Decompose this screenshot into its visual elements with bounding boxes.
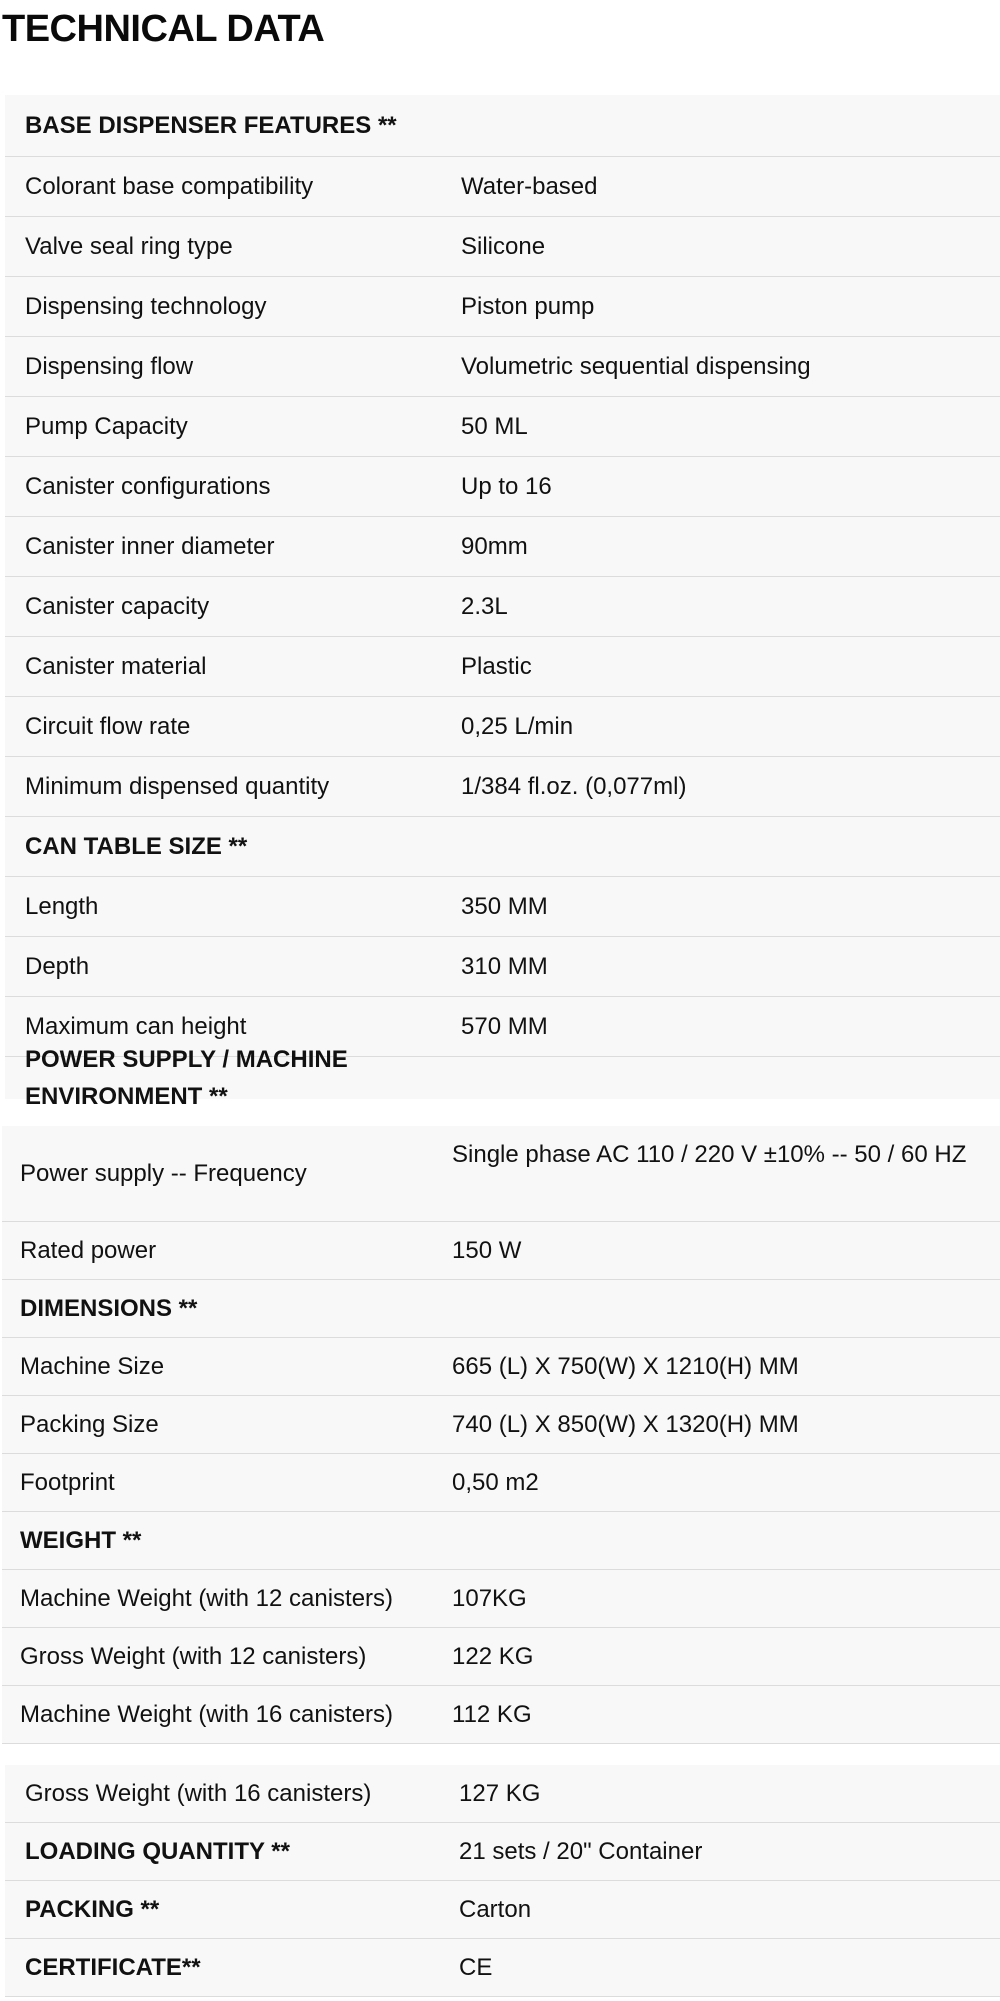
spec-label: Machine Weight (with 16 canisters) xyxy=(20,1701,394,1728)
spec-value: Silicone xyxy=(461,233,546,260)
spec-row xyxy=(5,217,1000,277)
spec-value: 0,50 m2 xyxy=(452,1469,539,1496)
spec-value: 150 W xyxy=(452,1237,522,1264)
spec-value: 50 ML xyxy=(461,413,528,440)
spec-row xyxy=(5,517,1000,577)
section-header-row xyxy=(5,1046,1000,1110)
spec-row xyxy=(2,1126,1000,1222)
spec-value: 1/384 fl.oz. (0,077ml) xyxy=(461,773,687,800)
spec-label: Minimum dispensed quantity xyxy=(25,773,330,800)
spec-label: Length xyxy=(25,893,99,920)
spec-row xyxy=(5,757,1000,817)
spec-value: 90mm xyxy=(461,533,528,560)
spec-label: Packing Size xyxy=(20,1411,159,1438)
spec-value: Volumetric sequential dispensing xyxy=(461,353,811,380)
spec-label: Valve seal ring type xyxy=(25,233,233,260)
spec-value: 127 KG xyxy=(459,1780,541,1807)
section-title: BASE DISPENSER FEATURES ** xyxy=(25,112,397,139)
spec-label: Canister capacity xyxy=(25,593,210,620)
section-header-row xyxy=(5,1881,1000,1939)
spec-label: Depth xyxy=(25,953,90,980)
spec-row xyxy=(5,337,1000,397)
spec-label: Rated power xyxy=(20,1237,157,1264)
page-title: TECHNICAL DATA xyxy=(2,8,325,50)
spec-value: 122 KG xyxy=(452,1643,534,1670)
spec-row xyxy=(5,577,1000,637)
spec-value: 350 MM xyxy=(461,893,548,920)
section-title: DIMENSIONS ** xyxy=(20,1295,198,1322)
spec-label: Canister configurations xyxy=(25,473,271,500)
spec-label: Pump Capacity xyxy=(25,413,188,440)
spec-label: Power supply -- Frequency xyxy=(20,1160,307,1187)
spec-value: 310 MM xyxy=(461,953,548,980)
spec-value: Single phase AC 110 / 220 V ±10% -- 50 / 60 HZ xyxy=(452,1141,967,1168)
spec-label: Canister inner diameter xyxy=(25,533,275,560)
spec-label: Dispensing technology xyxy=(25,293,267,320)
spec-row xyxy=(2,1686,1000,1744)
section-title: WEIGHT ** xyxy=(20,1527,142,1554)
spec-row xyxy=(2,1454,1000,1512)
spec-value: 107KG xyxy=(452,1585,527,1612)
spec-value: 570 MM xyxy=(461,1013,548,1040)
spec-table xyxy=(5,95,1000,1110)
spec-row xyxy=(5,397,1000,457)
section-title: LOADING QUANTITY ** xyxy=(25,1838,290,1865)
section-title: CERTIFICATE** xyxy=(25,1954,201,1981)
spec-row xyxy=(5,697,1000,757)
spec-table xyxy=(2,1126,1000,1744)
section-header-row xyxy=(5,1823,1000,1881)
spec-label: Gross Weight (with 12 canisters) xyxy=(20,1643,367,1670)
section-header-row xyxy=(2,1280,1000,1338)
spec-value: 21 sets / 20" Container xyxy=(459,1838,703,1865)
spec-value: 0,25 L/min xyxy=(461,713,574,740)
spec-value: Carton xyxy=(459,1896,532,1923)
spec-label: Dispensing flow xyxy=(25,353,194,380)
spec-label: Canister material xyxy=(25,653,207,680)
spec-value: 112 KG xyxy=(452,1701,532,1728)
spec-value: CE xyxy=(459,1954,493,1981)
spec-value: 2.3L xyxy=(461,593,508,620)
spec-label: Machine Size xyxy=(20,1353,165,1380)
spec-value: Piston pump xyxy=(461,293,595,320)
section-header-row xyxy=(5,817,1000,877)
spec-row xyxy=(5,1765,1000,1823)
section-title: POWER SUPPLY / MACHINE ENVIRONMENT ** xyxy=(25,1046,348,1110)
spec-label: Circuit flow rate xyxy=(25,713,191,740)
spec-row xyxy=(5,277,1000,337)
spec-row xyxy=(5,457,1000,517)
spec-row xyxy=(5,937,1000,997)
spec-value: 740 (L) X 850(W) X 1320(H) MM xyxy=(452,1411,799,1438)
spec-row xyxy=(2,1396,1000,1454)
spec-row xyxy=(2,1570,1000,1628)
spec-value: Water-based xyxy=(461,173,598,200)
section-header-row xyxy=(5,1939,1000,1997)
section-title: PACKING ** xyxy=(25,1896,160,1923)
spec-value: Up to 16 xyxy=(461,473,552,500)
spec-label: Maximum can height xyxy=(25,1013,247,1040)
section-header-row xyxy=(5,95,1000,157)
spec-table xyxy=(5,1765,1000,1997)
spec-row xyxy=(5,157,1000,217)
spec-row xyxy=(5,877,1000,937)
section-title: CAN TABLE SIZE ** xyxy=(25,833,248,860)
spec-row xyxy=(2,1222,1000,1280)
spec-label: Machine Weight (with 12 canisters) xyxy=(20,1585,394,1612)
spec-row xyxy=(2,1628,1000,1686)
spec-label: Gross Weight (with 16 canisters) xyxy=(25,1780,372,1807)
spec-row xyxy=(5,637,1000,697)
spec-label: Footprint xyxy=(20,1469,115,1496)
spec-value: 665 (L) X 750(W) X 1210(H) MM xyxy=(452,1353,799,1380)
section-header-row xyxy=(2,1512,1000,1570)
spec-label: Colorant base compatibility xyxy=(25,173,314,200)
spec-row xyxy=(2,1338,1000,1396)
spec-value: Plastic xyxy=(461,653,532,680)
